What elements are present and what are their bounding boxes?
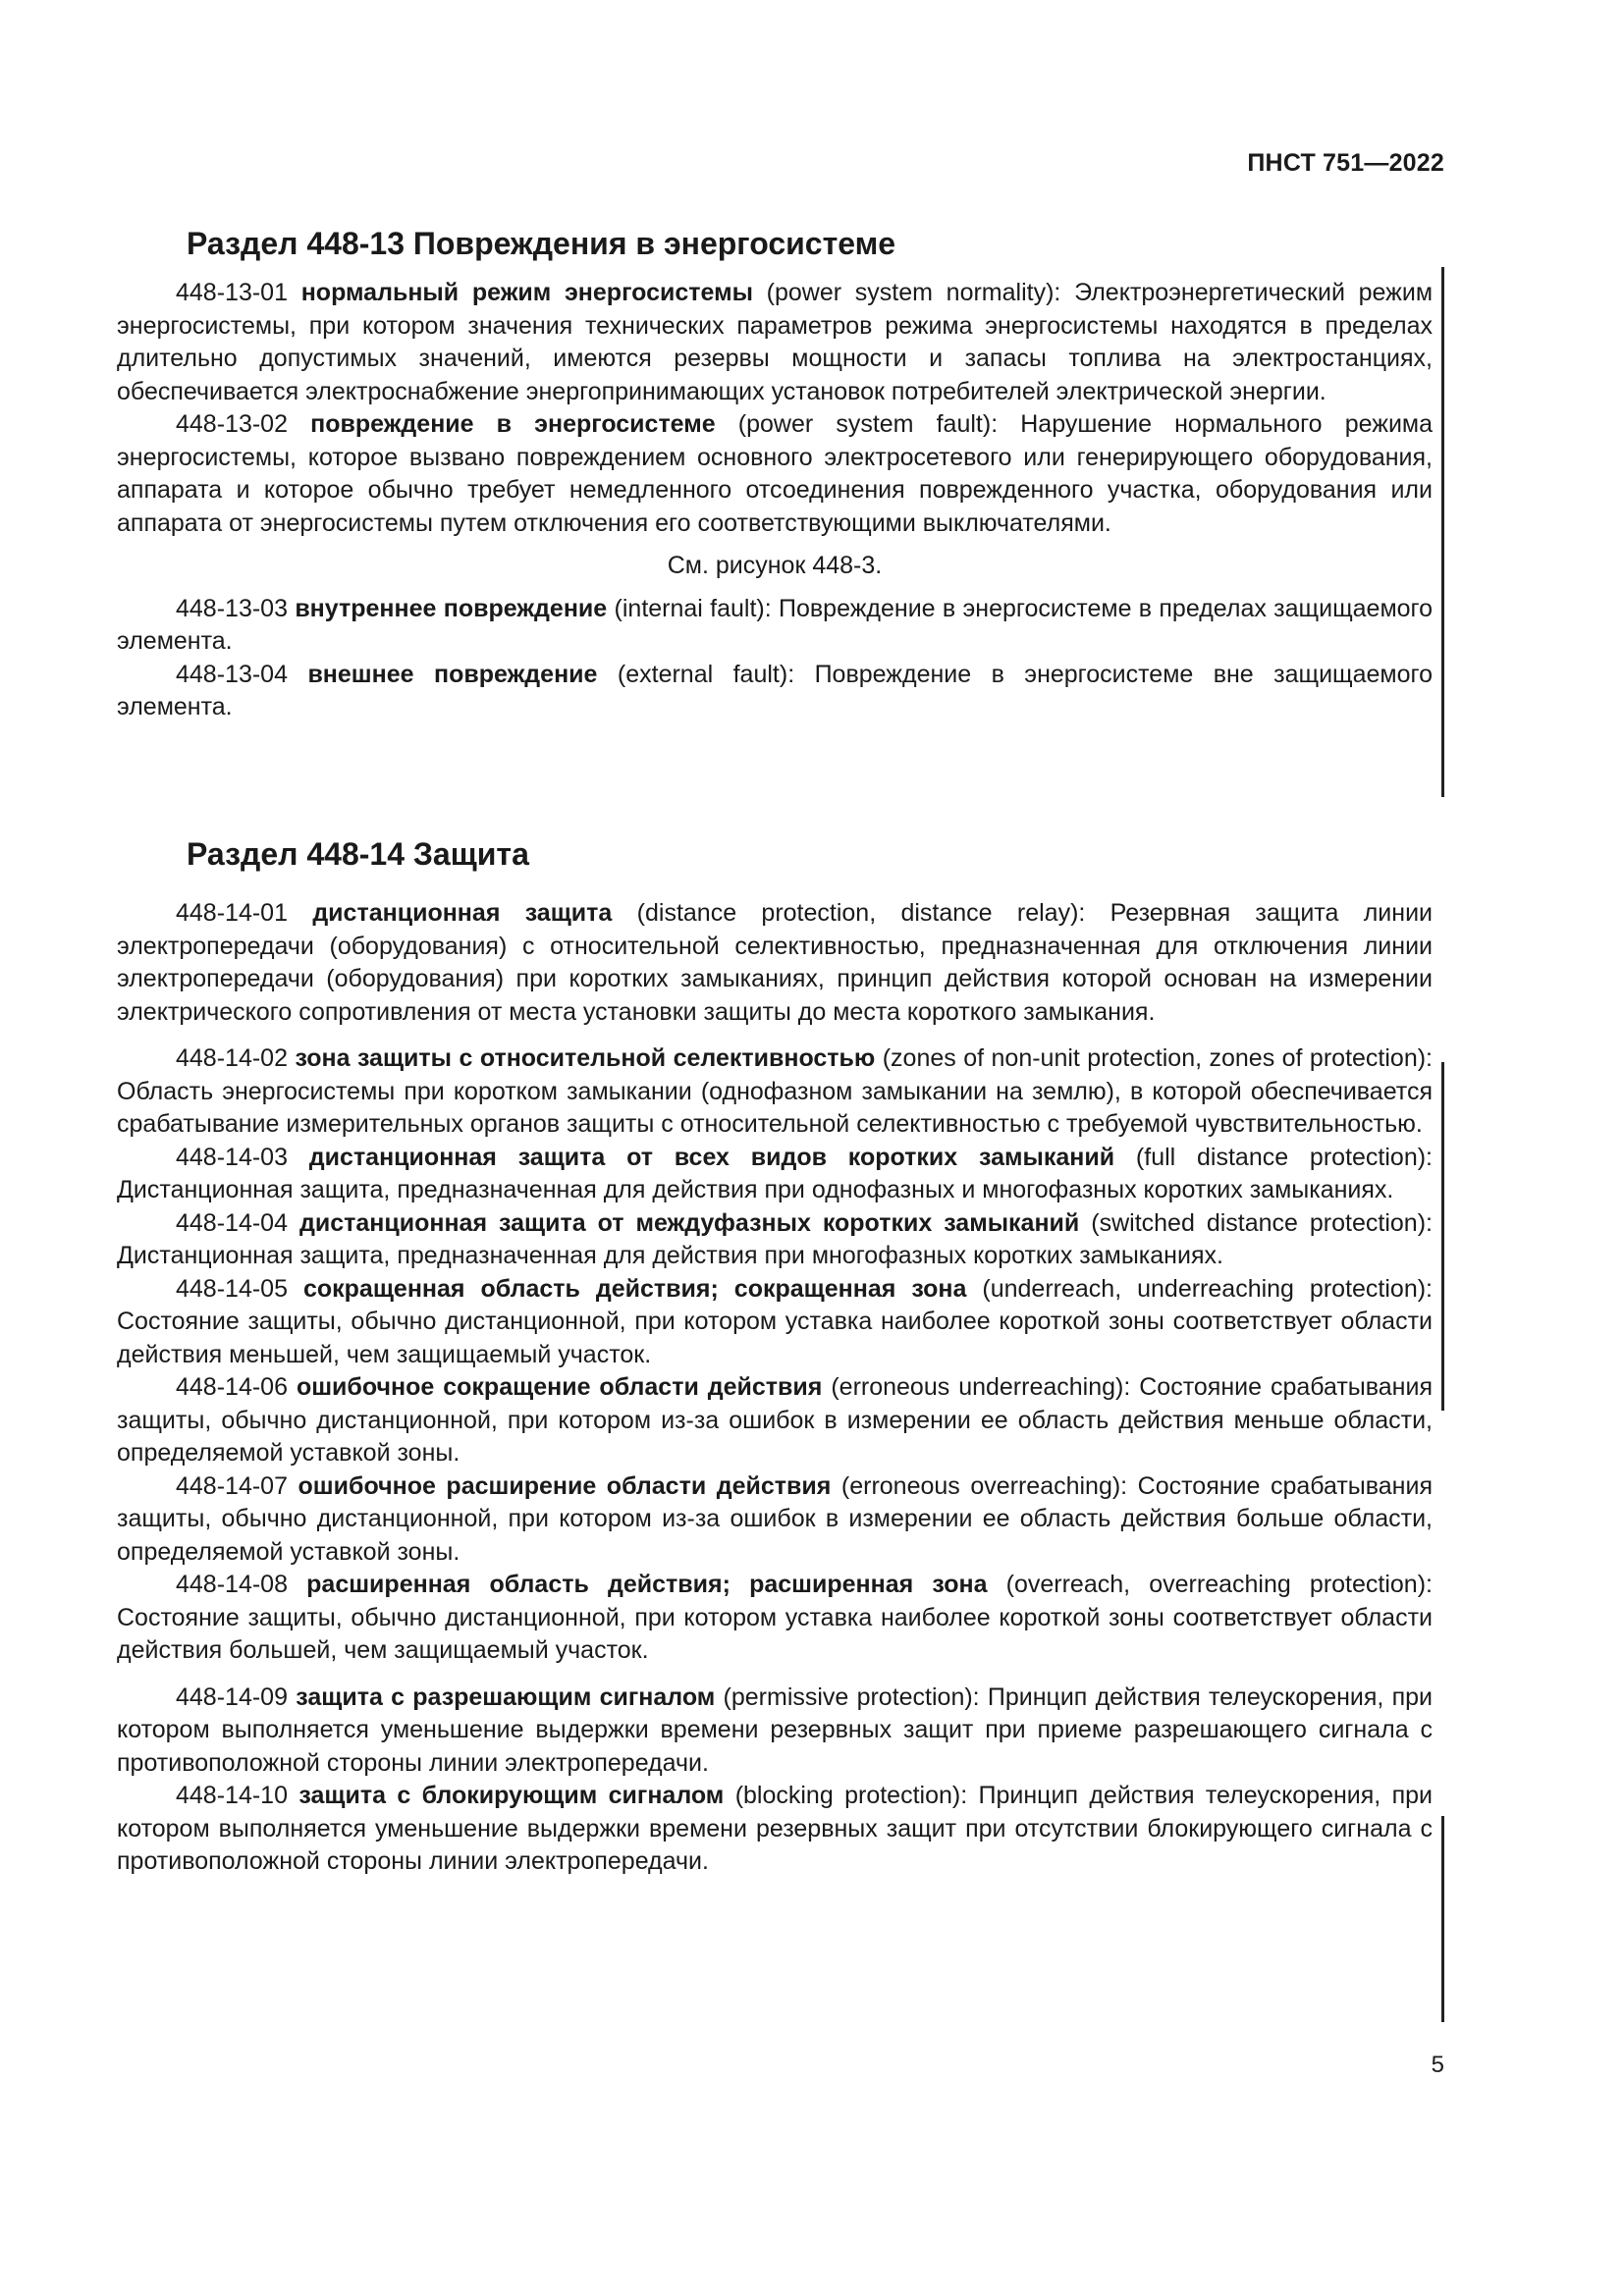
term-definition: (external fault): Повреждение в энергосистеме вне защищаемого элемента. (117, 660, 1433, 721)
term-entry-448-13-02 (117, 408, 1433, 540)
term-code: 448-14-03 (176, 1143, 288, 1171)
term-definition: (underreach, underreaching protection): Состояние защиты, обычно дистанционной, при котором уставка наиболее короткой зоны соответствует области действия меньшей, чем защищаемый участок. (117, 1274, 1433, 1368)
term-definition: (distance protection, distance relay): Резервная защита линии электропередачи (оборудования) с относительной селективностью, предназначенная для отключения линии электропередачи (оборудования) при коротких замыканиях, принцип действия которой основан на измерении электрического сопротивления от места установки защиты до места короткого замыкания. (117, 899, 1433, 1026)
term-definition: (zones of non-unit protection, zones of protection): Область энергосистемы при коротком замыкании (однофазном замыкании на землю), в которой обеспечивается срабатывание измерительных органов защиты с относительной селективностью с требуемой чувствительностью. (117, 1044, 1433, 1138)
term-name: дистанционная защита (312, 899, 613, 927)
term-name: внутреннее повреждение (295, 594, 608, 622)
term-definition: (power system fault): Нарушение нормального режима энергосистемы, которое вызвано повреждением основного электросетевого или генерирующего оборудования, аппарата и которое обычно требует немедленного отсоединения поврежденного участка, оборудования или аппарата от энергосистемы путем отключения его соответствующими выключателями. (117, 410, 1434, 537)
change-bar (1441, 1062, 1444, 1411)
term-name: ошибочное сокращение области действия (296, 1373, 823, 1401)
term-definition: (permissive protection): Принцип действия телеускорения, при котором выполняется уменьшение выдержки времени резервных защит при приеме разрешающего сигнала с противоположной стороны линии электропередачи. (117, 1682, 1433, 1777)
term-code: 448-13-02 (176, 410, 288, 438)
term-name: дистанционная защита от междуфазных коротких замыканий (298, 1208, 1080, 1237)
term-name: защита с блокирующим сигналом (298, 1782, 725, 1809)
term-code: 448-14-06 (176, 1373, 288, 1401)
term-code: 448-14-09 (176, 1682, 288, 1711)
term-name: дистанционная защита от всех видов коротких замыканий (308, 1143, 1115, 1171)
term-definition: (overreach, overreaching protection): Состояние защиты, обычно дистанционной, при котором уставка наиболее короткой зоны соответствует области действия большей, чем защищаемый участок. (117, 1571, 1433, 1664)
term-entry-448-13-03 (117, 593, 1433, 659)
term-name: нормальный режим энергосистемы (300, 279, 753, 306)
section-heading-448-14: Раздел 448-14 Защита (187, 836, 529, 872)
term-definition: (erroneous underreaching): Состояние срабатывания защиты, обычно дистанционной, при котором из-за ошибок в измерении ее область действия меньше области, определяемой уставкой зоны. (117, 1373, 1433, 1467)
term-entry-448-14-08 (117, 1569, 1433, 1668)
term-name: внешнее повреждение (307, 660, 598, 688)
section-448-14-body (117, 897, 1433, 1879)
term-name: повреждение в энергосистеме (310, 410, 716, 438)
term-entry-448-14-02 (117, 1042, 1433, 1142)
term-definition: (blocking protection): Принцип действия телеускорения, при котором выполняется уменьшение выдержки времени резервных защит при отсутствии блокирующего сигнала с противоположной стороны линии электропередачи. (117, 1782, 1434, 1875)
term-name: сокращенная область действия; сокращенная зона (302, 1274, 967, 1303)
term-definition: (switched distance protection): Дистанционная защита, предназначенная для действия при многофазных коротких замыканиях. (117, 1208, 1433, 1269)
term-code: 448-14-07 (176, 1471, 288, 1500)
term-entry-448-14-01 (117, 897, 1433, 1029)
term-name: расширенная область действия; расширенная зона (306, 1571, 988, 1598)
section-heading-448-13: Раздел 448-13 Повреждения в энергосистеме (187, 226, 896, 261)
term-code: 448-14-02 (176, 1044, 288, 1072)
term-entry-448-14-09 (117, 1682, 1433, 1781)
term-code: 448-13-04 (176, 660, 288, 688)
term-name: защита с разрешающим сигналом (296, 1682, 716, 1711)
term-entry-448-13-04 (117, 659, 1433, 724)
term-code: 448-13-01 (176, 279, 288, 306)
term-entry-448-14-03 (117, 1142, 1433, 1207)
section-448-13-body (117, 277, 1433, 724)
term-entry-448-14-04 (117, 1207, 1433, 1273)
term-name: зона защиты с относительной селективностью (295, 1044, 876, 1072)
term-code: 448-14-05 (176, 1274, 288, 1303)
term-definition: (internai fault): Повреждение в энергосистеме в пределах защищаемого элемента. (117, 594, 1434, 655)
term-definition: (erroneous overreaching): Состояние срабатывания защиты, обычно дистанционной, при котором из-за ошибок в измерении ее область действия больше области, определяемой уставкой зоны. (117, 1471, 1433, 1566)
term-code: 448-14-08 (176, 1571, 288, 1598)
term-name: ошибочное расширение области действия (298, 1471, 832, 1500)
figure-reference: См. рисунок 448-3. (667, 552, 883, 579)
document-code: ПНСТ 751—2022 (1247, 149, 1444, 177)
term-entry-448-14-06 (117, 1371, 1433, 1470)
term-code: 448-14-01 (176, 899, 288, 927)
term-definition: (power system normality): Электроэнергетический режим энергосистемы, при котором значения технических параметров режима энергосистемы находятся в пределах длительно допустимых значений, имеются резервы мощности и запасы топлива на электростанциях, обеспечивается электроснабжение энергопринимающих установок потребителей электрической энергии. (117, 279, 1434, 405)
term-definition: (full distance protection): Дистанционная защита, предназначенная для действия при однофазных и многофазных коротких замыканиях. (117, 1143, 1433, 1203)
term-entry-448-14-05 (117, 1273, 1433, 1372)
change-bar (1441, 267, 1444, 797)
change-bar (1441, 1816, 1444, 2022)
term-code: 448-14-10 (176, 1782, 288, 1809)
term-entry-448-14-07 (117, 1470, 1433, 1570)
term-entry-448-13-01 (117, 277, 1433, 408)
term-code: 448-14-04 (176, 1208, 288, 1237)
term-entry-448-14-10 (117, 1780, 1433, 1879)
page-number: 5 (1431, 2052, 1444, 2078)
term-code: 448-13-03 (176, 594, 288, 622)
